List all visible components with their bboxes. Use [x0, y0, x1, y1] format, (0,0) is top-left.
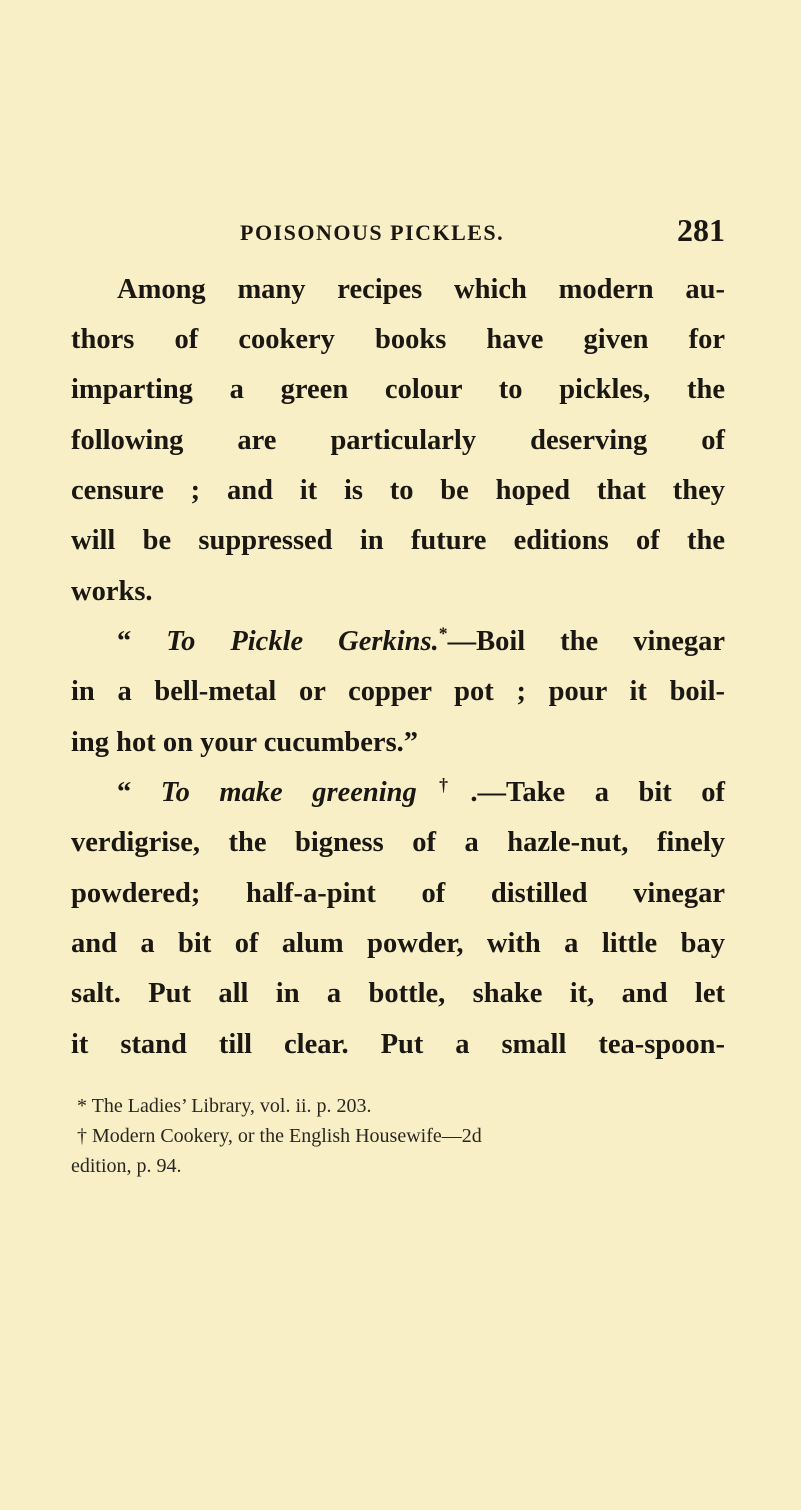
page-number: 281 — [677, 212, 725, 248]
running-head: POISONOUS PICKLES. — [240, 220, 505, 245]
recipe-heading-line — [117, 622, 725, 662]
footnote-mark: * — [438, 623, 448, 644]
open-quote: “ — [117, 777, 132, 808]
text-line: it stand till clear. Put a small tea-spoon- — [71, 1029, 725, 1060]
text-line: powdered; half-a-pint of distilled vinegar — [71, 878, 725, 909]
recipe-title: To Pickle Gerkins. — [166, 626, 439, 657]
text-line: salt. Put all in a bottle, shake it, and let — [71, 978, 725, 1009]
recipe-heading-line — [117, 773, 725, 813]
recipe-text: .—Take a bit of — [470, 777, 726, 808]
footnote: edition, p. 94. — [71, 1155, 182, 1177]
open-quote: “ — [117, 626, 132, 657]
page-header — [240, 212, 725, 252]
text-line: imparting a green colour to pickles, the — [71, 374, 725, 405]
text-line: censure ; and it is to be hoped that they — [71, 475, 725, 506]
footnote-mark: † — [416, 774, 471, 795]
text-line: ing hot on your cucumbers.” — [71, 727, 419, 758]
text-line: and a bit of alum powder, with a little bay — [71, 928, 725, 959]
text-line: in a bell-metal or copper pot ; pour it boil- — [71, 676, 725, 707]
text-line: will be suppressed in future editions of the — [71, 525, 725, 556]
text-line: thors of cookery books have given for — [71, 324, 725, 355]
recipe-text: —Boil the vinegar — [447, 626, 726, 657]
text-line: Among many recipes which modern au- — [117, 274, 725, 305]
text-line: following are particularly deserving of — [71, 425, 725, 456]
footnote: † Modern Cookery, or the English Housewife—2d — [77, 1125, 482, 1147]
recipe-title: To make greening — [160, 777, 417, 808]
text-line: works. — [71, 576, 153, 607]
text-line: verdigrise, the bigness of a hazle-nut, finely — [71, 827, 725, 858]
footnote: * The Ladies’ Library, vol. ii. p. 203. — [77, 1095, 372, 1117]
